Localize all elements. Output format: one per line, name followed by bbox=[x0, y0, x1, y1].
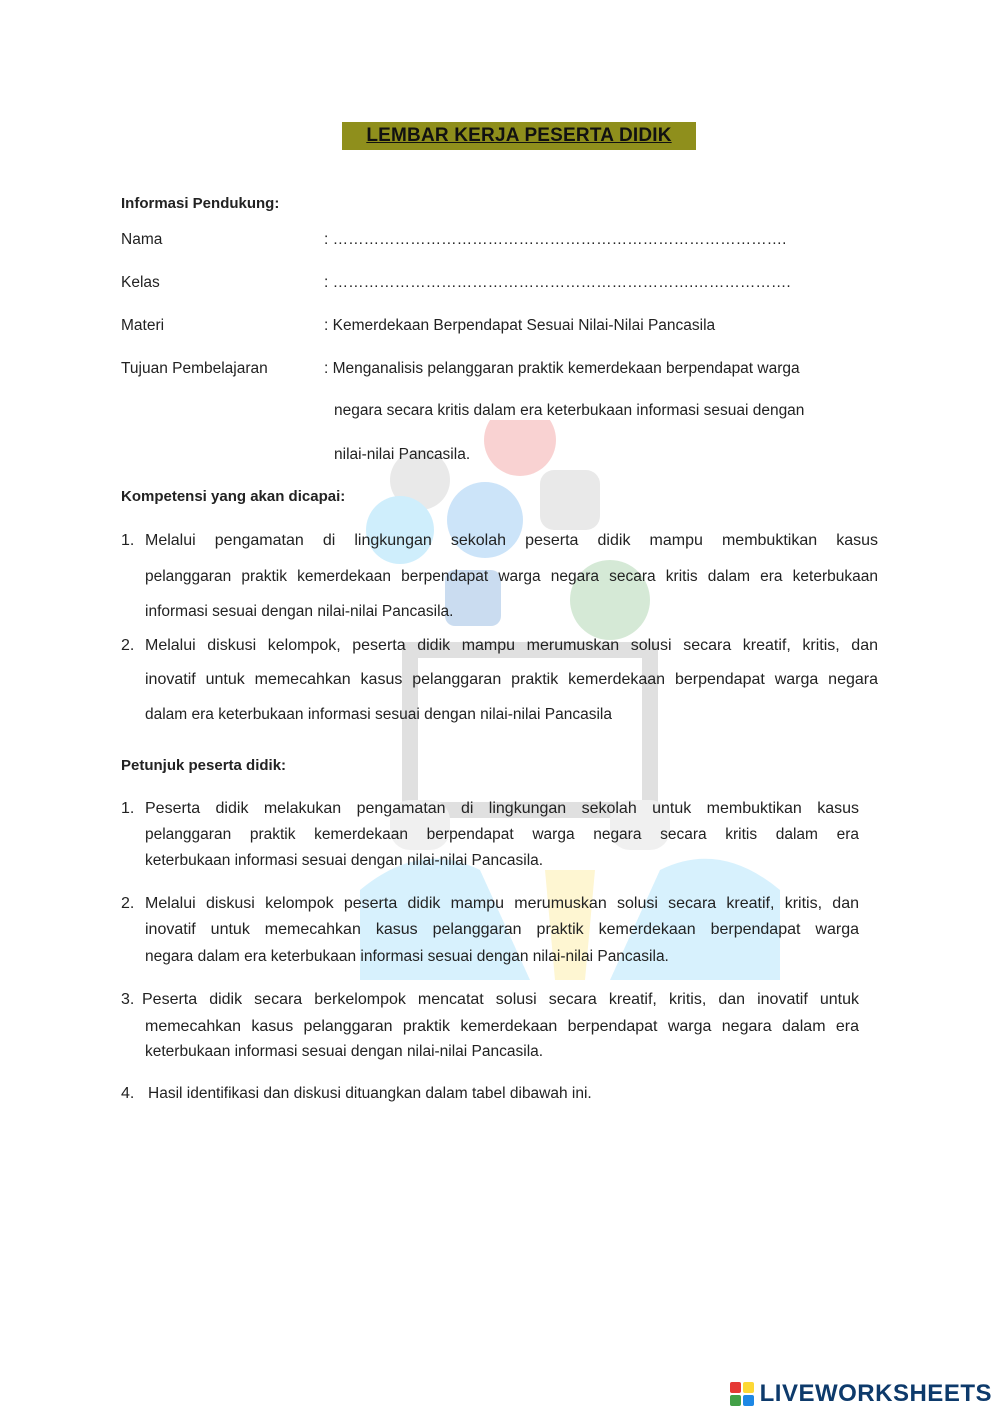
info-label-tujuan: Tujuan Pembelajaran bbox=[121, 360, 268, 377]
info-label-nama: Nama bbox=[121, 231, 163, 248]
petunjuk-3-line-2: memecahkan kasus pelanggaran praktik kemerdekaan berpendapat warga negara dalam era bbox=[145, 1018, 859, 1035]
petunjuk-1-line-3: keterbukaan informasi sesuai dengan nilai-nilai Pancasila. bbox=[145, 852, 544, 869]
kompetensi-1-line-2: pelanggaran praktik kemerdekaan berpendapat warga negara secara kritis dalam era keterbukaan bbox=[145, 568, 878, 585]
petunjuk-2-line-2: inovatif untuk memecahkan kasus pelanggaran praktik kemerdekaan berpendapat warga bbox=[145, 921, 859, 938]
petunjuk-1-line-1: Peserta didik melakukan pengamatan di lingkungan sekolah untuk membuktikan kasus bbox=[145, 800, 859, 817]
kompetensi-2-line-3: dalam era keterbukaan informasi sesuai dengan nilai-nilai Pancasila bbox=[145, 706, 612, 723]
petunjuk-2-number: 2. bbox=[121, 895, 135, 912]
petunjuk-3-line-3: keterbukaan informasi sesuai dengan nilai-nilai Pancasila. bbox=[145, 1043, 544, 1060]
kompetensi-2-line-1: Melalui diskusi kelompok, peserta didik mampu merumuskan solusi secara kreatif, kritis, dan bbox=[145, 637, 878, 654]
petunjuk-1-line-2: pelanggaran praktik kemerdekaan berpendapat warga negara secara kritis dalam era bbox=[145, 826, 859, 843]
info-value-nama: : ……………………………………………………………………………. bbox=[324, 231, 787, 248]
petunjuk-3-line-1: Peserta didik secara berkelompok mencatat solusi secara kreatif, kritis, dan inovatif untuk bbox=[142, 991, 859, 1008]
info-label-materi: Materi bbox=[121, 317, 165, 334]
petunjuk-heading: Petunjuk peserta didik: bbox=[121, 757, 287, 774]
info-value-tujuan: : Menganalisis pelanggaran praktik kemerdekaan berpendapat warga bbox=[324, 360, 800, 377]
kompetensi-1-line-3: informasi sesuai dengan nilai-nilai Pancasila. bbox=[145, 603, 454, 620]
kompetensi-heading: Kompetensi yang akan dicapai: bbox=[121, 488, 346, 505]
petunjuk-3-number: 3. bbox=[121, 991, 135, 1008]
petunjuk-4-number: 4. bbox=[121, 1085, 135, 1102]
liveworksheets-brand-text: LIVEWORKSHEETS bbox=[759, 1380, 992, 1407]
liveworksheets-brand bbox=[730, 1381, 992, 1407]
info-value-tujuan-line-3: nilai-nilai Pancasila. bbox=[334, 446, 471, 463]
petunjuk-2-line-1: Melalui diskusi kelompok peserta didik mampu merumuskan solusi secara kreatif, kritis, dan bbox=[145, 895, 859, 912]
petunjuk-4-line-1: Hasil identifikasi dan diskusi dituangkan dalam tabel dibawah ini. bbox=[148, 1085, 592, 1102]
info-value-kelas: : …………………………………………………………….………………. bbox=[324, 274, 791, 291]
petunjuk-2-line-3: negara dalam era keterbukaan informasi sesuai dengan nilai-nilai Pancasila. bbox=[145, 948, 669, 965]
liveworksheets-logo-icon bbox=[730, 1382, 754, 1406]
info-label-kelas: Kelas bbox=[121, 274, 160, 291]
worksheet-title: LEMBAR KERJA PESERTA DIDIK bbox=[342, 122, 696, 150]
info-heading: Informasi Pendukung: bbox=[121, 195, 280, 212]
info-value-tujuan-line-2: negara secara kritis dalam era keterbukaan informasi sesuai dengan bbox=[334, 402, 805, 419]
kompetensi-2-line-2: inovatif untuk memecahkan kasus pelanggaran praktik kemerdekaan berpendapat warga negara bbox=[145, 671, 878, 688]
kompetensi-2-number: 2. bbox=[121, 637, 135, 654]
kompetensi-1-number: 1. bbox=[121, 532, 135, 549]
petunjuk-1-number: 1. bbox=[121, 800, 135, 817]
kompetensi-1-line-1: Melalui pengamatan di lingkungan sekolah peserta didik mampu membuktikan kasus bbox=[145, 532, 878, 549]
info-value-materi: : Kemerdekaan Berpendapat Sesuai Nilai-Nilai Pancasila bbox=[324, 317, 716, 334]
